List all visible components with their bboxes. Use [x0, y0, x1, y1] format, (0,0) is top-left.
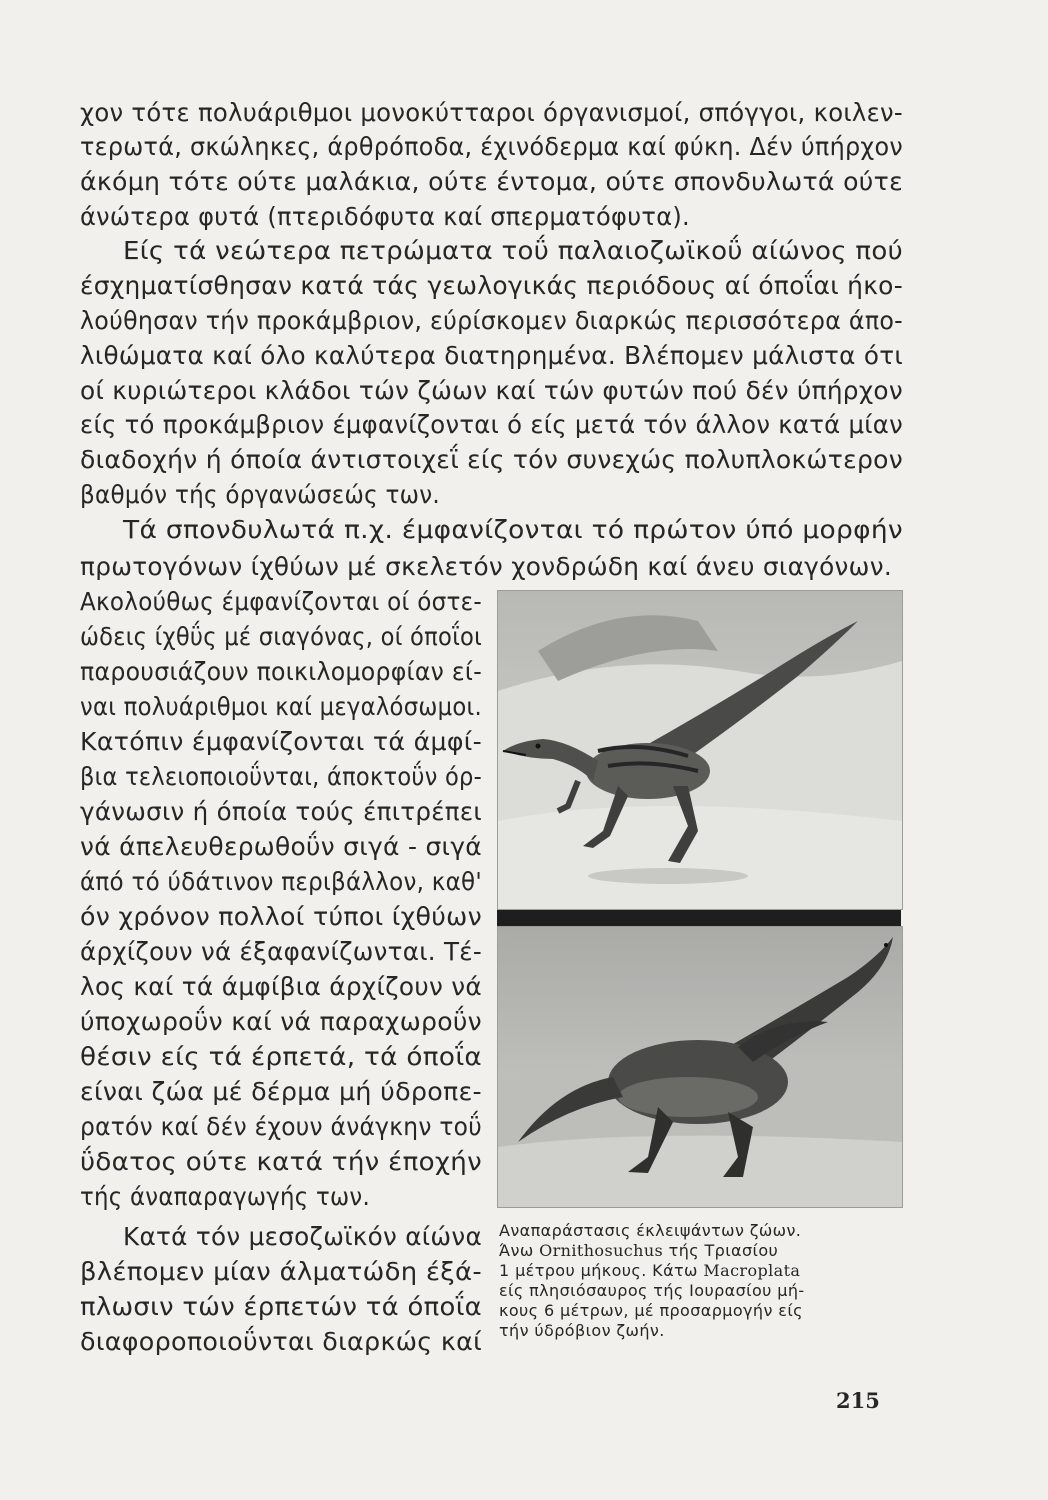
- text-line: βλέπομεν μίαν άλματώδη έξά-: [80, 1257, 482, 1286]
- caption-line: είς πλησιόσαυρος τής Ιουρασίου μή-: [499, 1281, 805, 1300]
- text-line: Τά σπονδυλωτά π.χ. έμφανίζονται τό πρώτον ύπό μορφήν: [123, 515, 903, 544]
- text-line: θέσιν είς τά έρπετά, τά όποΐα: [80, 1042, 482, 1071]
- text-line: άνώτερα φυτά (πτεριδόφυτα καί σπερματόφυτα).: [80, 202, 690, 231]
- caption-text: 1 μέτρου μήκους. Κάτω: [499, 1261, 704, 1280]
- text-line: Ακολούθως έμφανίζονται οί όστε-: [80, 587, 482, 616]
- text-line: παρουσιάζουν ποικιλομορφίαν εί-: [80, 657, 482, 686]
- caption-text: Άνω: [499, 1241, 540, 1260]
- text-line: λος καί τά άμφίβια άρχίζουν νά: [80, 972, 482, 1001]
- caption-line: Αναπαράστασις έκλειψάντων ζώων.: [499, 1221, 802, 1240]
- text-line: έσχηματίσθησαν κατά τάς γεωλογικάς περιόδους αί όποΐαι ήκο-: [80, 271, 903, 300]
- text-line: άκόμη τότε ούτε μαλάκια, ούτε έντομα, ούτε σπονδυλωτά ούτε: [80, 167, 903, 196]
- caption-line: τήν ύδρόβιον ζωήν.: [499, 1321, 665, 1340]
- page-number: 215: [836, 1388, 880, 1413]
- caption-latin-name: Macroplata: [703, 1261, 801, 1280]
- text-line: νά άπελευθερωθοΰν σιγά - σιγά: [80, 832, 482, 861]
- caption-latin-name: Ornithosuchus: [539, 1241, 664, 1260]
- macroplata-illustration: [498, 927, 902, 1207]
- figure-ornithosuchus: [497, 590, 903, 910]
- figure-divider: [497, 910, 901, 926]
- text-line: πρωτογόνων ίχθύων μέ σκελετόν χονδρώδη καί άνευ σιαγόνων.: [80, 552, 892, 581]
- text-line: ΰδατος ούτε κατά τήν έποχήν: [80, 1147, 482, 1176]
- text-line: γάνωσιν ή όποία τούς έπιτρέπει: [80, 797, 482, 826]
- text-line: λιθώματα καί όλο καλύτερα διατηρημένα. Βλέπομεν μάλιστα ότι: [80, 341, 903, 370]
- text-line: βαθμόν τής όργανώσεώς των.: [80, 480, 440, 509]
- text-line: Είς τά νεώτερα πετρώματα τοΰ παλαιοζωϊκοΰ αίώνος πού: [123, 236, 903, 265]
- text-line: άπό τό ύδάτινον περιβάλλον, καθ': [80, 867, 482, 896]
- text-line: είς τό προκάμβριον έμφανίζονται ό είς μετά τόν άλλον κατά μίαν: [80, 410, 903, 439]
- text-line: λούθησαν τήν προκάμβριον, εύρίσκομεν διαρκώς περισσότερα άπο-: [80, 306, 903, 335]
- figure-macroplata: [497, 926, 903, 1208]
- text-line: Κατόπιν έμφανίζονται τά άμφί-: [80, 727, 482, 756]
- caption-line: [499, 1262, 899, 1280]
- text-line: διαδοχήν ή όποία άντιστοιχεΐ είς τόν συνεχώς πολυπλοκώτερον: [80, 445, 904, 474]
- text-line: διαφοροποιοΰνται διαρκώς καί: [80, 1327, 482, 1356]
- text-line: ναι πολυάριθμοι καί μεγαλόσωμοι.: [80, 692, 482, 721]
- text-line: άρχίζουν νά έξαφανίζωνται. Τέ-: [80, 937, 482, 966]
- text-line: χον τότε πολυάριθμοι μονοκύτταροι όργανισμοί, σπόγγοι, κοιλεν-: [80, 98, 903, 127]
- caption-line: [499, 1242, 899, 1260]
- text-line: βια τελειοποιοΰνται, άποκτοΰν όρ-: [80, 762, 482, 791]
- text-line: οί κυριώτεροι κλάδοι τών ζώων καί τών φυτών πού δέν ύπήρχον: [80, 376, 903, 405]
- ornithosuchus-illustration: [498, 591, 902, 909]
- text-line: τής άναπαραγωγής των.: [80, 1182, 370, 1211]
- text-line: ρατόν καί δέν έχουν άνάγκην τοΰ: [80, 1112, 482, 1141]
- caption-text: τής Τριασίου: [663, 1241, 779, 1260]
- caption-line: κους 6 μέτρων, μέ προσαρμογήν είς: [499, 1301, 803, 1320]
- text-line: ύποχωροΰν καί νά παραχωροΰν: [80, 1007, 482, 1036]
- text-line: τερωτά, σκώληκες, άρθρόποδα, έχινόδερμα καί φύκη. Δέν ύπήρχον: [80, 132, 903, 161]
- text-line: ώδεις ίχθΰς μέ σιαγόνας, οί όποΐοι: [80, 622, 482, 651]
- text-line: είναι ζώα μέ δέρμα μή ύδροπε-: [80, 1077, 482, 1106]
- text-line: όν χρόνον πολλοί τύποι ίχθύων: [80, 902, 483, 931]
- text-line: πλωσιν τών έρπετών τά όποΐα: [80, 1292, 482, 1321]
- text-line: Κατά τόν μεσοζωϊκόν αίώνα: [123, 1222, 482, 1251]
